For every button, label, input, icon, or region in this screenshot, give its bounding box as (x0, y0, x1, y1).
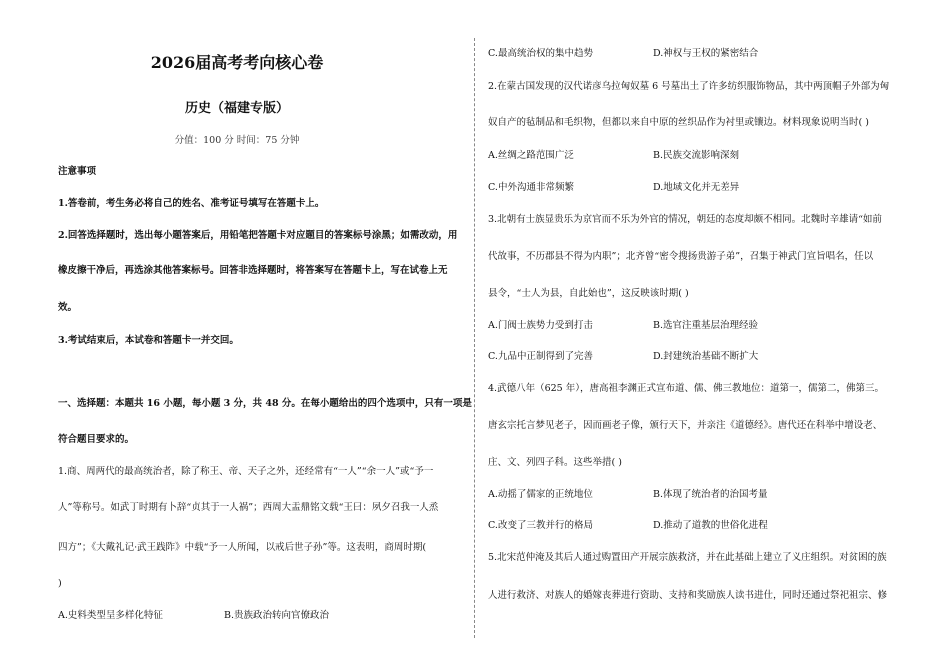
q3-option-d: D.封建统治基础不断扩大 (653, 351, 759, 362)
q2-option-b: B.民族交流影响深刻 (653, 150, 740, 161)
q2-option-a: A.丝绸之路范围广泛 (488, 150, 574, 161)
q1-option-a: A.史料类型呈多样化特征 (58, 610, 163, 621)
q4-line-3: 庄、文、列四子科。这些举措( ) (488, 457, 622, 468)
q5-line-2: 人进行救济、对族人的婚嫁丧葬进行资助、支持和奖励族人读书进仕，同时还通过祭祀祖宗、修 (488, 590, 888, 601)
q1-line-4: ) (58, 578, 62, 589)
notice-item-2-line-2: 橡皮擦干净后，再选涂其他答案标号。回答非选择题时，将答案写在答题卡上，写在试卷上无 (58, 265, 448, 276)
q1-line-3: 四方”；《大戴礼记·武王践阼》中载“予一人所闻，以戒后世子孙”等。这表明，商周时期( (58, 542, 427, 553)
notice-item-2-line-3: 效。 (58, 302, 78, 313)
q2-line-2: 奴自产的毡制品和毛织物，但都以来自中原的丝织品作为衬里或镶边。材料现象说明当时( ) (488, 117, 869, 128)
section-heading-line-2: 符合题目要求的。 (58, 434, 135, 445)
q4-line-1: 4.武德八年（625 年），唐高祖李渊正式宣布道、儒、佛三教地位：道第一，儒第二，佛第三。 (488, 383, 884, 394)
q1-option-c: C.最高统治权的集中趋势 (488, 48, 593, 59)
notice-item-1: 1.答卷前，考生务必将自己的姓名、准考证号填写在答题卡上。 (58, 198, 325, 209)
exam-title: 2026届高考考向核心卷 (150, 53, 324, 72)
right-column (478, 0, 950, 672)
q2-option-c: C.中外沟通非常频繁 (488, 182, 574, 193)
q3-line-3: 县令，“士人为县，自此始也”，这反映该时期( ) (488, 288, 689, 299)
column-divider (474, 38, 475, 638)
notice-heading: 注意事项 (58, 166, 97, 177)
q3-option-b: B.选官注重基层治理经验 (653, 320, 759, 331)
q4-option-b: B.体现了统治者的治国考量 (653, 489, 768, 500)
q1-line-2: 人”等称号。如武丁时期有卜辞“贞其于一人祸”；西周大盂鼎铭文载“王曰：夙夕召我一人烝 (58, 502, 439, 513)
q3-line-2: 代故事，不历郡县不得为内职”；北齐曾“密令搜扬贵游子弟”，召集于神武门宣旨唱名，任以 (488, 251, 874, 262)
q2-line-1: 2.在蒙古国发现的汉代诺彦乌拉匈奴墓 6 号墓出土了许多纺织服饰物品，其中两顶帽子外部为匈 (488, 81, 890, 92)
q4-line-2: 唐玄宗托言梦见老子，因而画老子像，颁行天下，并亲注《道德经》。唐代还在科举中增设老、 (488, 420, 883, 431)
q3-line-1: 3.北朝有士族显贵乐为京官而不乐为外官的情况，朝廷的态度却颇不相同。北魏时辛雄请“如前 (488, 214, 882, 225)
q4-option-c: C.改变了三教并行的格局 (488, 520, 593, 531)
left-column (0, 0, 474, 672)
q1-option-d: D.神权与王权的紧密结合 (653, 48, 759, 59)
q1-line-1: 1.商、周两代的最高统治者，除了称王、帝、天子之外，还经常有“一人”“余一人”或“予一 (58, 466, 434, 477)
notice-item-2-line-1: 2.回答选择题时，选出每小题答案后，用铅笔把答题卡对应题目的答案标号涂黑；如需改动，用 (58, 230, 458, 241)
exam-meta: 分值：100 分 时间：75 分钟 (174, 135, 300, 146)
notice-item-3: 3.考试结束后，本试卷和答题卡一并交回。 (58, 335, 239, 346)
exam-subtitle: 历史（福建专版） (184, 101, 289, 116)
q3-option-a: A.门阀士族势力受到打击 (488, 320, 593, 331)
q1-option-b: B.贵族政治转向官僚政治 (224, 610, 330, 621)
q4-option-a: A.动摇了儒家的正统地位 (488, 489, 593, 500)
section-heading-line-1: 一、选择题：本题共 16 小题，每小题 3 分，共 48 分。在每小题给出的四个选项中，只有一项是 (58, 398, 472, 409)
q3-option-c: C.九品中正制得到了完善 (488, 351, 593, 362)
q4-option-d: D.推动了道教的世俗化进程 (653, 520, 768, 531)
q5-line-1: 5.北宋范仲淹及其后人通过购置田产开展宗族救济，并在此基础上建立了义庄组织。对贫困的族 (488, 552, 887, 563)
q2-option-d: D.地域文化并无差异 (653, 182, 740, 193)
